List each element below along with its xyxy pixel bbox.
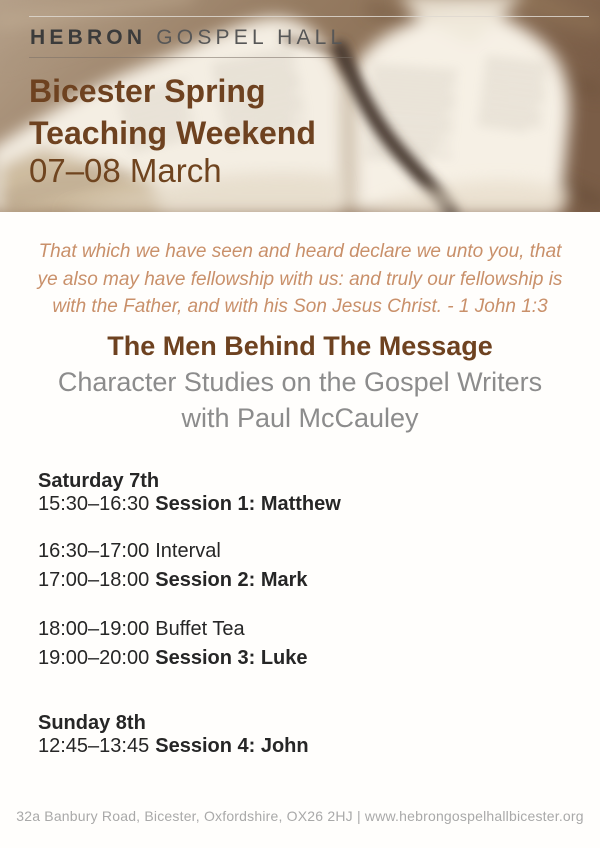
schedule-row — [38, 540, 221, 563]
logo-primary-text: HEBRON — [30, 26, 147, 49]
event-title-line2: Teaching Weekend — [29, 115, 316, 151]
session-name: Session 1: Matthew — [155, 493, 341, 515]
logo-rule-bottom — [29, 57, 353, 58]
series-subtitle-line2: with Paul McCauley — [181, 403, 419, 433]
session-name: Interval — [155, 540, 221, 562]
session-time: 15:30–16:30 — [38, 493, 150, 515]
schedule-row — [38, 647, 308, 670]
session-time: 18:00–19:00 — [38, 618, 150, 640]
session-name: Session 2: Mark — [155, 569, 308, 591]
logo-secondary-text — [146, 26, 156, 49]
session-time: 17:00–18:00 — [38, 569, 150, 591]
session-name: Buffet Tea — [155, 618, 245, 640]
schedule-row — [38, 618, 245, 641]
series-title: The Men Behind The Message — [107, 331, 493, 361]
schedule-row — [38, 493, 341, 516]
event-title-line1: Bicester Spring — [29, 73, 266, 109]
quote-line-1: That which we have seen and heard declare we unto you, that — [38, 241, 562, 262]
scripture-quote — [0, 238, 600, 321]
logo-rule-top — [29, 16, 589, 17]
schedule-day-saturday: Saturday 7th — [38, 470, 160, 492]
session-name: Session 4: John — [155, 735, 309, 757]
session-name: Session 3: Luke — [155, 647, 308, 669]
event-title — [29, 70, 316, 154]
footer-address-and-website: 32a Banbury Road, Bicester, Oxfordshire, OX26 2HJ | www.hebrongospelhallbicester.org — [16, 808, 584, 824]
schedule-row — [38, 735, 309, 758]
quote-line-2: ye also may have fellowship with us: and truly our fellowship is — [37, 268, 563, 290]
logo — [30, 26, 346, 50]
logo-secondary-label: GOSPEL HALL — [156, 26, 347, 49]
event-dates: 07–08 March — [29, 152, 222, 189]
session-time: 12:45–13:45 — [38, 735, 150, 757]
series-subtitle-line1: Character Studies on the Gospel Writers — [57, 367, 543, 397]
session-time: 19:00–20:00 — [38, 647, 150, 669]
schedule-day-sunday: Sunday 8th — [38, 712, 146, 734]
session-time: 16:30–17:00 — [38, 540, 150, 562]
quote-line-3: with the Father, and with his Son Jesus Christ. - 1 John 1:3 — [52, 296, 548, 317]
schedule-row — [38, 569, 308, 592]
